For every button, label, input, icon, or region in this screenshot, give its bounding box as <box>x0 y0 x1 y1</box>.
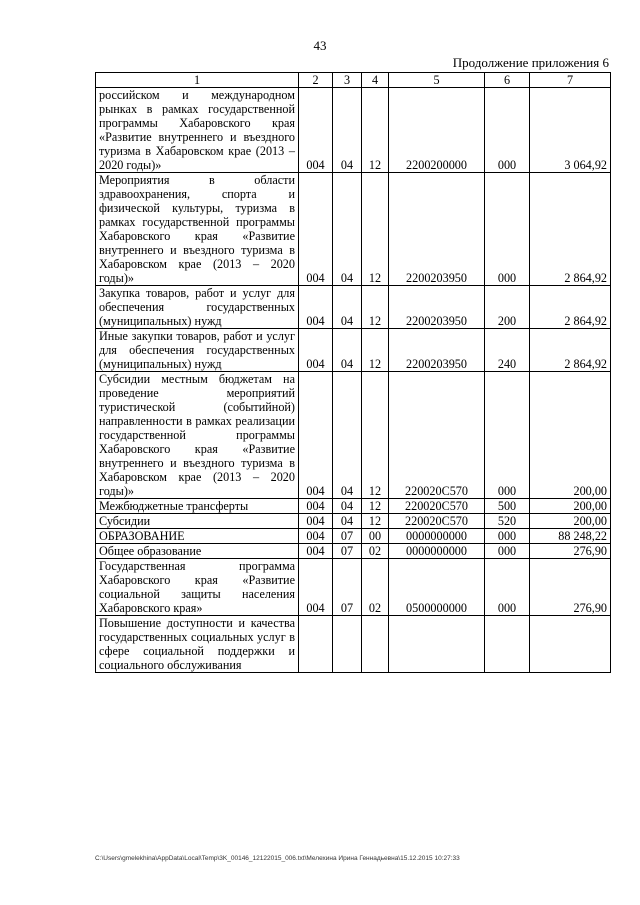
target-article-code: 0500000000 <box>389 559 485 616</box>
row-name: Межбюджетные трансферты <box>96 499 299 514</box>
table-row <box>96 173 611 286</box>
target-article-code: 220020С570 <box>389 514 485 529</box>
target-article-code: 2200203950 <box>389 329 485 372</box>
expense-type-code: 000 <box>485 529 530 544</box>
section-code: 04 <box>333 286 362 329</box>
ministry-code: 004 <box>299 173 333 286</box>
row-name: Субсидии <box>96 514 299 529</box>
ministry-code: 004 <box>299 559 333 616</box>
amount: 2 864,92 <box>530 329 611 372</box>
subsection-code: 12 <box>362 173 389 286</box>
amount: 200,00 <box>530 372 611 499</box>
row-name: Субсидии местным бюджетам на проведение мероприятий туристической (событийной) направленности в рамках реализации государственной программы Хабаровского края «Развитие внутреннего и въездного туризма в Хабаровском крае (2013 – 2020 годы)» <box>96 372 299 499</box>
amount: 2 864,92 <box>530 173 611 286</box>
amount: 200,00 <box>530 499 611 514</box>
row-name: Общее образование <box>96 544 299 559</box>
section-code: 04 <box>333 329 362 372</box>
appendix-continuation-label: Продолжение приложения 6 <box>452 55 609 70</box>
header-col-4: 4 <box>362 73 389 88</box>
budget-table <box>95 72 611 673</box>
expense-type-code: 500 <box>485 499 530 514</box>
subsection-code: 02 <box>362 559 389 616</box>
header-col-6: 6 <box>485 73 530 88</box>
row-name: Мероприятия в области здравоохранения, спорта и физической культуры, туризма в рамках государственной программы Хабаровского края «Развитие внутреннего и въездного туризма в Хабаровском крае (2013 – 2020 годы)» <box>96 173 299 286</box>
ministry-code: 004 <box>299 372 333 499</box>
amount: 88 248,22 <box>530 529 611 544</box>
section-code: 04 <box>333 88 362 173</box>
header-col-1: 1 <box>96 73 299 88</box>
target-article-code: 0000000000 <box>389 544 485 559</box>
section-code: 04 <box>333 372 362 499</box>
target-article-code: 2200203950 <box>389 173 485 286</box>
subsection-code: 12 <box>362 499 389 514</box>
ministry-code: 004 <box>299 514 333 529</box>
section-code: 07 <box>333 529 362 544</box>
table-row <box>96 372 611 499</box>
subsection-code <box>362 616 389 673</box>
amount: 3 064,92 <box>530 88 611 173</box>
table-row <box>96 286 611 329</box>
section-code <box>333 616 362 673</box>
section-code: 07 <box>333 559 362 616</box>
header-row <box>96 73 611 88</box>
ministry-code: 004 <box>299 286 333 329</box>
expense-type-code: 240 <box>485 329 530 372</box>
table-row <box>96 559 611 616</box>
header-col-7: 7 <box>530 73 611 88</box>
expense-type-code: 000 <box>485 88 530 173</box>
row-name: ОБРАЗОВАНИЕ <box>96 529 299 544</box>
subsection-code: 12 <box>362 372 389 499</box>
table-row <box>96 616 611 673</box>
ministry-code: 004 <box>299 544 333 559</box>
row-name: Государственная программа Хабаровского края «Развитие социальной защиты населения Хабаровского края» <box>96 559 299 616</box>
page-number: 43 <box>313 38 327 53</box>
target-article-code: 2200200000 <box>389 88 485 173</box>
row-name: Повышение доступности и качества государственных социальных услуг в сфере социальной поддержки и социального обслуживания <box>96 616 299 673</box>
amount: 200,00 <box>530 514 611 529</box>
ministry-code: 004 <box>299 499 333 514</box>
subsection-code: 12 <box>362 514 389 529</box>
section-code: 04 <box>333 499 362 514</box>
target-article-code: 220020С570 <box>389 499 485 514</box>
section-code: 04 <box>333 514 362 529</box>
header-col-5: 5 <box>389 73 485 88</box>
expense-type-code: 520 <box>485 514 530 529</box>
ministry-code <box>299 616 333 673</box>
file-path-footer: C:\Users\gmelekhina\AppData\Local\Temp\3K_00146_12122015_006.txt\Мелехина Ирина Геннадьевна\15.12.2015 10:27:33 <box>95 855 460 862</box>
subsection-code: 00 <box>362 529 389 544</box>
amount: 276,90 <box>530 544 611 559</box>
target-article-code <box>389 616 485 673</box>
table-row <box>96 499 611 514</box>
section-code: 04 <box>333 173 362 286</box>
amount: 2 864,92 <box>530 286 611 329</box>
table-row <box>96 88 611 173</box>
row-name: российском и международном рынках в рамках государственной программы Хабаровского края «Развитие внутреннего и въездного туризма в Хабаровском крае (2013 – 2020 годы)» <box>96 88 299 173</box>
header-col-3: 3 <box>333 73 362 88</box>
amount: 276,90 <box>530 559 611 616</box>
expense-type-code: 000 <box>485 173 530 286</box>
header-col-2: 2 <box>299 73 333 88</box>
subsection-code: 12 <box>362 329 389 372</box>
row-name: Иные закупки товаров, работ и услуг для обеспечения государственных (муниципальных) нужд <box>96 329 299 372</box>
table-row <box>96 329 611 372</box>
target-article-code: 2200203950 <box>389 286 485 329</box>
expense-type-code: 000 <box>485 559 530 616</box>
target-article-code: 0000000000 <box>389 529 485 544</box>
subsection-code: 02 <box>362 544 389 559</box>
expense-type-code: 200 <box>485 286 530 329</box>
table-row <box>96 514 611 529</box>
table-row <box>96 529 611 544</box>
subsection-code: 12 <box>362 286 389 329</box>
expense-type-code: 000 <box>485 544 530 559</box>
table-row <box>96 544 611 559</box>
amount <box>530 616 611 673</box>
ministry-code: 004 <box>299 329 333 372</box>
target-article-code: 220020С570 <box>389 372 485 499</box>
section-code: 07 <box>333 544 362 559</box>
expense-type-code <box>485 616 530 673</box>
ministry-code: 004 <box>299 529 333 544</box>
expense-type-code: 000 <box>485 372 530 499</box>
ministry-code: 004 <box>299 88 333 173</box>
row-name: Закупка товаров, работ и услуг для обеспечения государственных (муниципальных) нужд <box>96 286 299 329</box>
subsection-code: 12 <box>362 88 389 173</box>
